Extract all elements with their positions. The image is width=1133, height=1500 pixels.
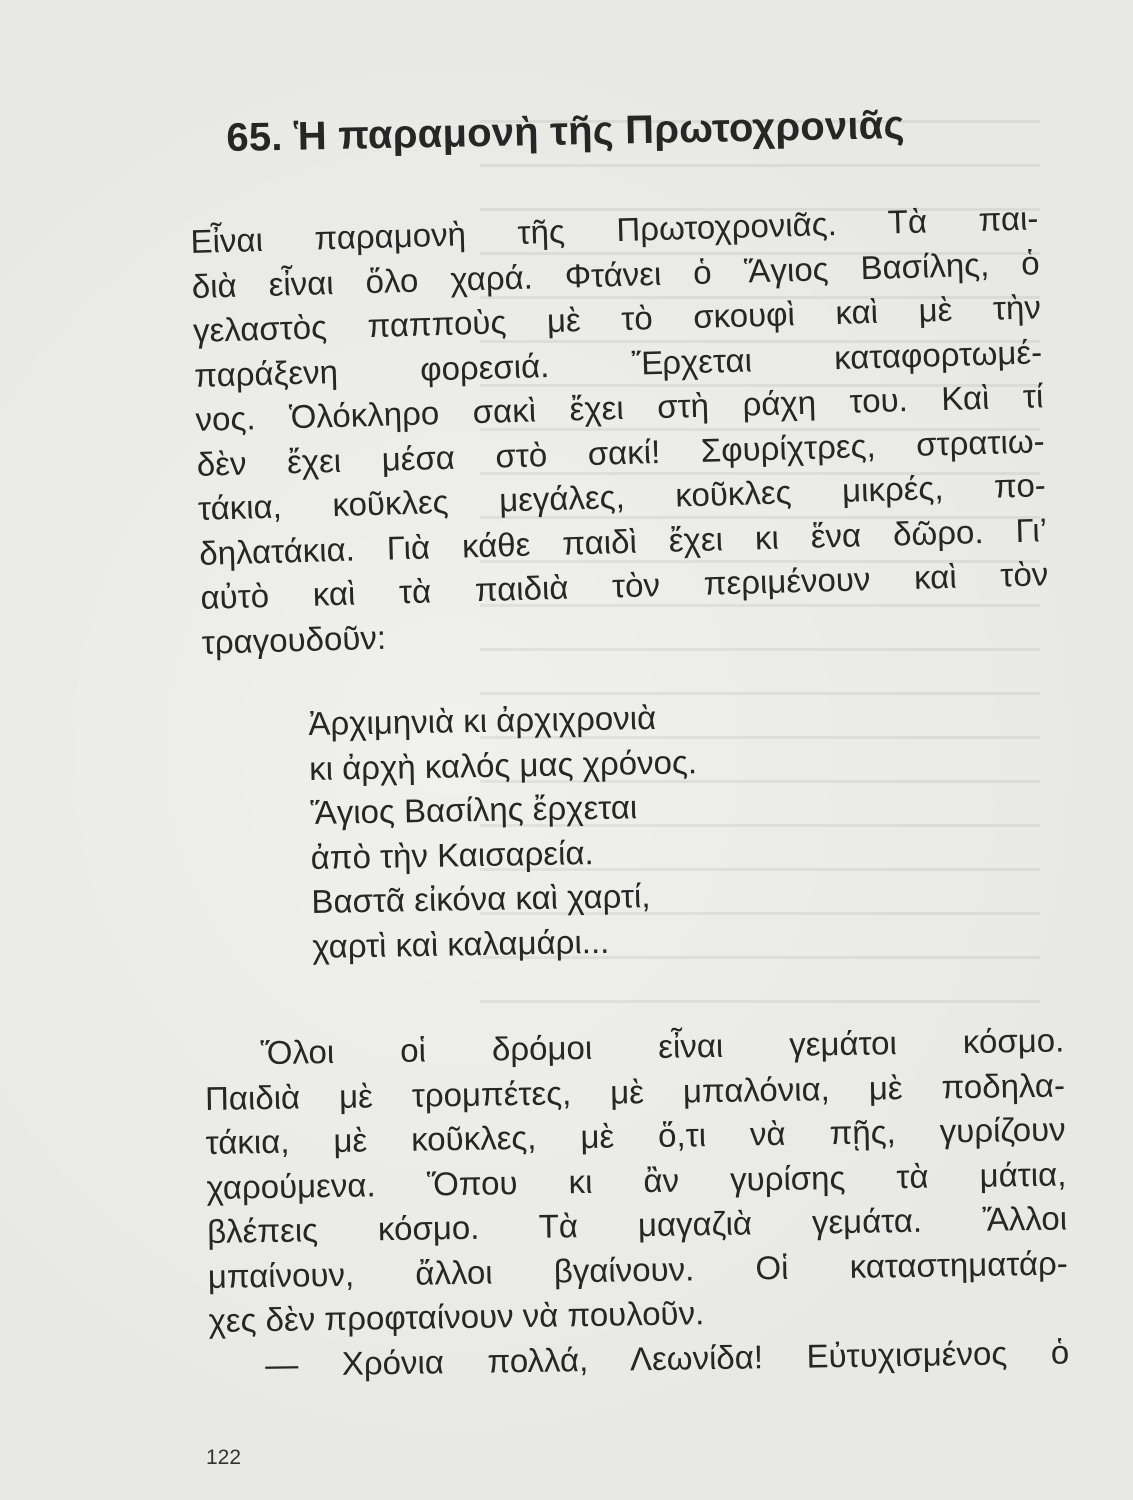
text-line: μπαίνουν, ἄλλοι βγαίνουν. Οἱ καταστηματάρ- bbox=[207, 1243, 1069, 1295]
text-line: χαρούμενα. Ὅπου κι ἂν γυρίσης τὰ μάτια, bbox=[206, 1154, 1067, 1206]
paragraph-1 bbox=[190, 196, 1050, 665]
text-line: διὰ εἶναι ὅλο χαρά. Φτάνει ὁ Ἅγιος Βασίλης, ὁ bbox=[191, 243, 1041, 305]
poem-line: Βαστᾶ εἰκόνα καὶ χαρτί, bbox=[311, 877, 651, 920]
text-line: παράξενη φορεσιά. Ἔρχεται καταφορτωμέ- bbox=[193, 332, 1043, 394]
text-line: αὐτὸ καὶ τὰ παιδιὰ τὸν περιμένουν καὶ τὸν bbox=[200, 555, 1049, 616]
text-line: — Χρόνια πολλά, Λεωνίδα! Εὐτυχισμένος ὁ bbox=[264, 1332, 1070, 1383]
text-line: τάκια, κοῦκλες μεγάλες, κοῦκλες μικρές, πο- bbox=[197, 466, 1047, 527]
chapter-title: 65. Ἡ παραμονὴ τῆς Πρωτοχρονιᾶς bbox=[226, 102, 905, 160]
page-number: 122 bbox=[206, 1446, 242, 1469]
text-line: Παιδιὰ μὲ τρομπέτες, μὲ μπαλόνια, μὲ ποδηλα- bbox=[204, 1065, 1066, 1117]
poem-stanza bbox=[308, 692, 873, 969]
text-line: τάκια, μὲ κοῦκλες, μὲ ὅ,τι νὰ πῇς, γυρίζουν bbox=[205, 1110, 1066, 1161]
text-line: νος. Ὁλόκληρο σακὶ ἔχει στὴ ράχη του. Καὶ τί bbox=[195, 377, 1044, 438]
text-line: Εἶναι παραμονὴ τῆς Πρωτοχρονιᾶς. Τὰ παι- bbox=[190, 199, 1039, 260]
text-line: δηλατάκια. Γιὰ κάθε παιδὶ ἔχει κι ἕνα δῶρο. Γι’ bbox=[198, 510, 1048, 572]
text-line: βλέπεις κόσμο. Τὰ μαγαζιὰ γεμάτα. Ἄλλοι bbox=[206, 1199, 1068, 1250]
text-line: τραγουδοῦν: bbox=[201, 618, 387, 661]
poem-line: Ἀρχιμηνιὰ κι ἀρχιχρονιὰ bbox=[308, 698, 657, 742]
poem-line: κι ἀρχὴ καλός μας χρόνος. bbox=[308, 742, 698, 787]
poem-line: χαρτὶ καὶ καλαμάρι... bbox=[311, 922, 610, 965]
text-line: γελαστὸς παπποὺς μὲ τὸ σκουφὶ καὶ μὲ τὴν bbox=[192, 288, 1042, 349]
poem-line: Ἅγιος Βασίλης ἔρχεται bbox=[309, 788, 638, 831]
paragraph-2 bbox=[204, 1018, 1069, 1387]
text-line: Ὅλοι οἱ δρόμοι εἶναι γεμάτοι κόσμο. bbox=[260, 1021, 1065, 1072]
poem-line: ἀπὸ τὴν Καισαρεία. bbox=[310, 833, 594, 876]
text-line: χες δὲν προφταίνουν νὰ πουλοῦν. bbox=[208, 1294, 705, 1339]
text-line: δὲν ἔχει μέσα στὸ σακί! Σφυρίχτρες, στρατιω- bbox=[196, 421, 1045, 483]
